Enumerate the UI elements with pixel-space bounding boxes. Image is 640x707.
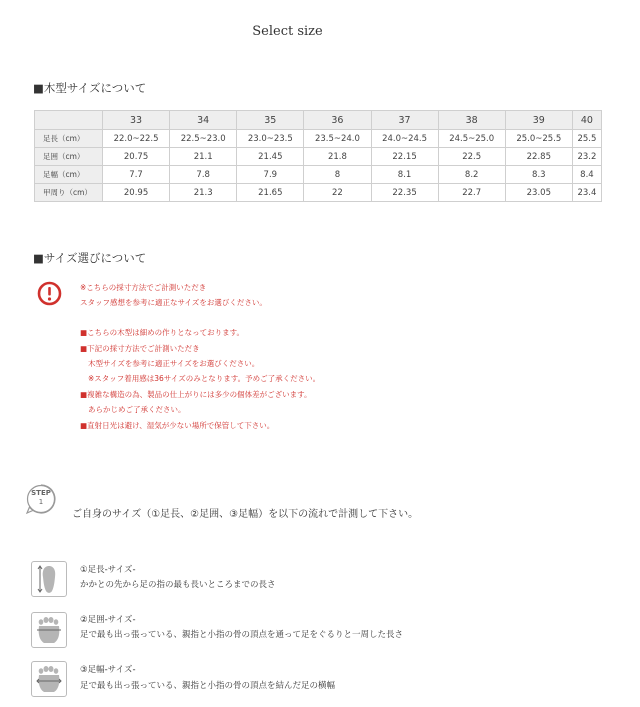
table-row-foot-width bbox=[35, 166, 602, 184]
table-cell: 7.8 bbox=[170, 166, 237, 184]
table-cell: 25.0~25.5 bbox=[505, 130, 572, 148]
size-header-row bbox=[35, 111, 602, 130]
table-cell: 23.2 bbox=[572, 148, 601, 166]
corner-cell bbox=[35, 111, 103, 130]
step-badge-number: 1 bbox=[38, 498, 44, 506]
table-cell: 25.5 bbox=[572, 130, 601, 148]
measure-title: ②足囲-サイズ- bbox=[80, 615, 136, 625]
table-cell: 21.3 bbox=[170, 184, 237, 202]
table-cell: 8.1 bbox=[371, 166, 438, 184]
table-row-instep bbox=[35, 184, 602, 202]
note-line: ※スタッフ着用感は36サイズのみとなります。予めご了承ください。 bbox=[88, 374, 321, 383]
table-cell: 20.75 bbox=[103, 148, 170, 166]
measure-title: ①足長-サイズ- bbox=[80, 565, 136, 575]
table-cell: 7.9 bbox=[237, 166, 304, 184]
step-instruction: ご自身のサイズ（①足長、②足囲、③足幅）を以下の流れで計測して下さい。 bbox=[72, 509, 419, 520]
size-header-cell: 37 bbox=[371, 111, 438, 130]
size-header-cell: 33 bbox=[103, 111, 170, 130]
table-cell: 8.2 bbox=[438, 166, 505, 184]
table-cell: 23.0~23.5 bbox=[237, 130, 304, 148]
size-table bbox=[34, 110, 602, 202]
measure-description: 足で最も出っ張っている、親指と小指の骨の頂点を結んだ足の横幅 bbox=[80, 681, 336, 691]
table-cell: 22.5 bbox=[438, 148, 505, 166]
table-cell: 22.7 bbox=[438, 184, 505, 202]
size-header-cell: 36 bbox=[304, 111, 371, 130]
warning-line: ※こちらの採寸方法でご計測いただき bbox=[80, 283, 207, 292]
table-cell: 24.0~24.5 bbox=[371, 130, 438, 148]
table-cell: 21.45 bbox=[237, 148, 304, 166]
table-cell: 22.5~23.0 bbox=[170, 130, 237, 148]
measure-title: ③足幅-サイズ- bbox=[80, 665, 136, 675]
step-badge-icon bbox=[25, 483, 57, 515]
note-line: あらかじめご了承ください。 bbox=[88, 405, 186, 414]
row-label: 足幅（cm） bbox=[35, 166, 103, 184]
table-cell: 21.65 bbox=[237, 184, 304, 202]
size-header-cell: 38 bbox=[438, 111, 505, 130]
table-cell: 20.95 bbox=[103, 184, 170, 202]
table-cell: 24.5~25.0 bbox=[438, 130, 505, 148]
table-row-foot-girth bbox=[35, 148, 602, 166]
table-cell: 8.4 bbox=[572, 166, 601, 184]
wood-size-heading: ■木型サイズについて bbox=[33, 81, 147, 95]
size-header-cell: 34 bbox=[170, 111, 237, 130]
size-choice-heading: ■サイズ選びについて bbox=[33, 251, 147, 265]
table-cell: 23.5~24.0 bbox=[304, 130, 371, 148]
note-line: ■下記の採寸方法でご計測いただき bbox=[80, 344, 200, 353]
table-cell: 21.8 bbox=[304, 148, 371, 166]
table-cell: 22 bbox=[304, 184, 371, 202]
foot-girth-icon bbox=[31, 612, 67, 648]
table-cell: 8 bbox=[304, 166, 371, 184]
row-label: 甲周り（cm） bbox=[35, 184, 103, 202]
measure-description: かかとの先から足の指の最も長いところまでの長さ bbox=[80, 580, 276, 590]
size-header-cell: 35 bbox=[237, 111, 304, 130]
table-cell: 23.4 bbox=[572, 184, 601, 202]
row-label: 足囲（cm） bbox=[35, 148, 103, 166]
warning-line: スタッフ感想を参考に適正なサイズをお選びください。 bbox=[80, 298, 267, 307]
note-line: ■複雑な構造の為、製品の仕上がりには多少の個体差がございます。 bbox=[80, 390, 312, 399]
measure-description: 足で最も出っ張っている、親指と小指の骨の頂点を通って足をぐるりと一周した長さ bbox=[80, 630, 404, 640]
warning-icon bbox=[37, 281, 62, 306]
table-cell: 22.0~22.5 bbox=[103, 130, 170, 148]
table-cell: 22.35 bbox=[371, 184, 438, 202]
table-cell: 22.15 bbox=[371, 148, 438, 166]
foot-length-icon bbox=[31, 561, 67, 597]
table-cell: 21.1 bbox=[170, 148, 237, 166]
table-cell: 23.05 bbox=[505, 184, 572, 202]
note-line: 木型サイズを参考に適正サイズをお選びください。 bbox=[88, 359, 260, 368]
page-title: Select size bbox=[252, 24, 323, 39]
table-cell: 22.85 bbox=[505, 148, 572, 166]
note-line: ■こちらの木型は細めの作りとなっております。 bbox=[80, 328, 244, 337]
step-badge-word: STEP bbox=[31, 489, 51, 497]
table-cell: 8.3 bbox=[505, 166, 572, 184]
table-row-foot-length bbox=[35, 130, 602, 148]
foot-width-icon bbox=[31, 661, 67, 697]
size-header-cell: 40 bbox=[572, 111, 601, 130]
row-label: 足長（cm） bbox=[35, 130, 103, 148]
table-cell: 7.7 bbox=[103, 166, 170, 184]
note-line: ■直射日光は避け、湿気が少ない場所で保管して下さい。 bbox=[80, 421, 275, 430]
size-header-cell: 39 bbox=[505, 111, 572, 130]
